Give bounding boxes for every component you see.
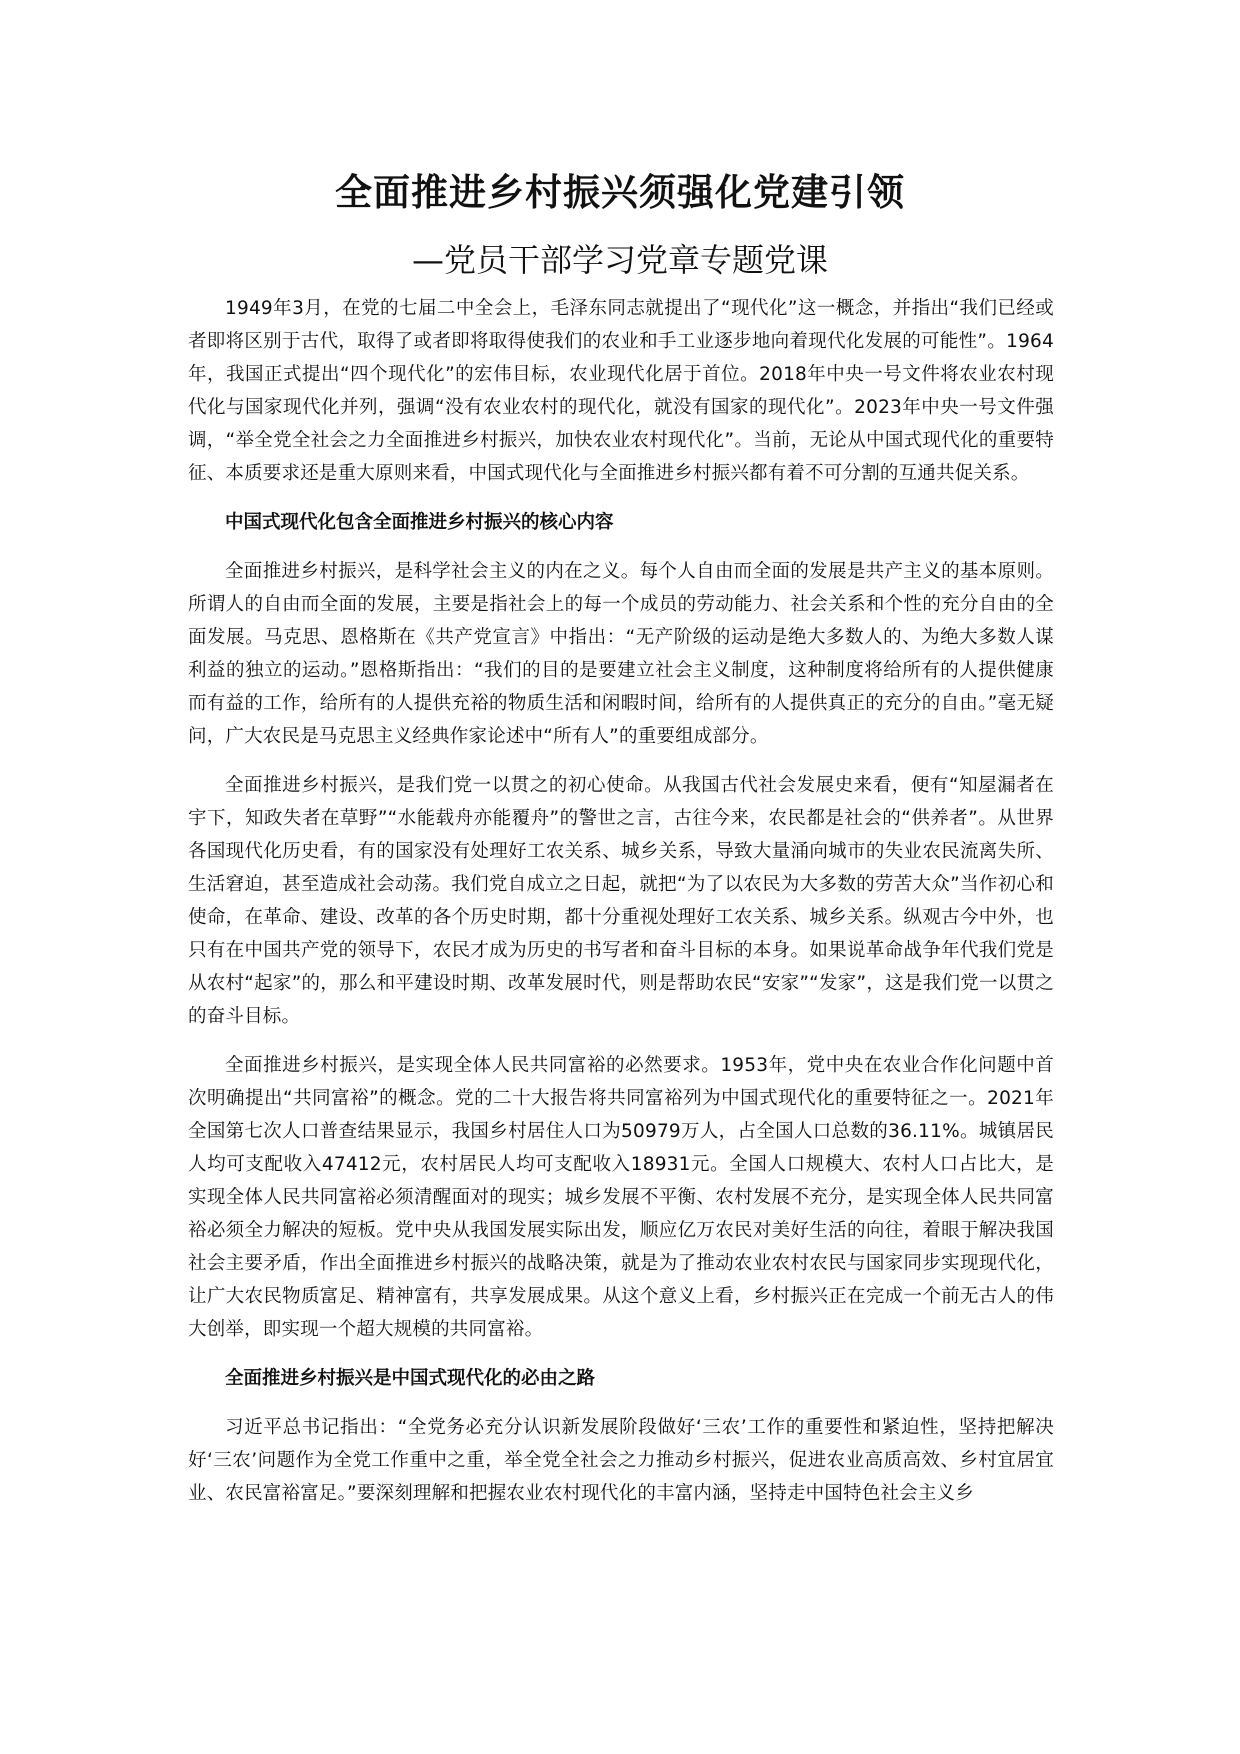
paragraph: 1949年3月，在党的七届二中全会上，毛泽东同志就提出了“现代化”这一概念，并指出“我们已经或者即将区别于古代，取得了或者即将取得使我们的农业和手工业逐步地向着现代化发展的可能性”。1964年，我国正式提出“四个现代化”的宏伟目标，农业现代化居于首位。2018年中央一号文件将农业农村现代化与国家现代化并列，强调“没有农业农村的现代化，就没有国家的现代化”。2023年中央一号文件强调，“举全党全社会之力全面推进乡村振兴，加快农业农村现代化”。当前，无论从中国式现代化的重要特征、本质要求还是重大原则来看，中国式现代化与全面推进乡村振兴都有着不可分割的互通共促关系。: [188, 298, 1054, 484]
paragraph: 全面推进乡村振兴，是我们党一以贯之的初心使命。从我国古代社会发展史来看，便有“知屋漏者在宇下，知政失者在草野”“水能载舟亦能覆舟”的警世之言，古往今来，农民都是社会的“供养者”。从世界各国现代化历史看，有的国家没有处理好工农关系、城乡关系，导致大量涌向城市的失业农民流离失所、生活窘迫，甚至造成社会动荡。我们党自成立之日起，就把“为了以农民为大多数的劳苦大众”当作初心和使命，在革命、建设、改革的各个历史时期，都十分重视处理好工农关系、城乡关系。纵观古今中外，也只有在中国共产党的领导下，农民才成为历史的书写者和奋斗目标的本身。如果说革命战争年代我们党是从农村“起家”的，那么和平建设时期、改革发展时代，则是帮助农民“安家”“发家”，这是我们党一以贯之的奋斗目标。: [188, 775, 1054, 1027]
section-heading: 中国式现代化包含全面推进乡村振兴的核心内容: [225, 512, 614, 533]
document-title: 全面推进乡村振兴须强化党建引领: [335, 171, 905, 214]
paragraph: 全面推进乡村振兴，是科学社会主义的内在之义。每个人自由而全面的发展是共产主义的基本原则。所谓人的自由而全面的发展，主要是指社会上的每一个成员的劳动能力、社会关系和个性的充分自由的全面发展。马克思、恩格斯在《共产党宣言》中指出：“无产阶级的运动是绝大多数人的、为绝大多数人谋利益的独立的运动。”恩格斯指出：“我们的目的是要建立社会主义制度，这种制度将给所有的人提供健康而有益的工作，给所有的人提供充裕的物质生活和闲暇时间，给所有的人提供真正的充分的自由。”毫无疑问，广大农民是马克思主义经典作家论述中“所有人”的重要组成部分。: [188, 561, 1054, 747]
paragraph: 习近平总书记指出：“全党务必充分认识新发展阶段做好‘三农’工作的重要性和紧迫性，坚持把解决好‘三农’问题作为全党工作重中之重，举全党全社会之力推动乡村振兴，促进农业高质高效、乡村宜居宜业、农民富裕富足。”要深刻理解和把握农业农村现代化的丰富内涵，坚持走中国特色社会主义乡: [188, 1417, 1054, 1504]
document-subtitle: —党员干部学习党章专题党课: [411, 241, 828, 279]
paragraph: 全面推进乡村振兴，是实现全体人民共同富裕的必然要求。1953年，党中央在农业合作化问题中首次明确提出“共同富裕”的概念。党的二十大报告将共同富裕列为中国式现代化的重要特征之一。2021年全国第七次人口普查结果显示，我国乡村居住人口为50979万人，占全国人口总数的36.11%。城镇居民人均可支配收入47412元，农村居民人均可支配收入18931元。全国人口规模大、农村人口占比大，是实现全体人民共同富裕必须清醒面对的现实；城乡发展不平衡、农村发展不充分，是实现全体人民共同富裕必须全力解决的短板。党中央从我国发展实际出发，顺应亿万农民对美好生活的向往，着眼于解决我国社会主要矛盾，作出全面推进乡村振兴的战略决策，就是为了推动农业农村农民与国家同步实现现代化，让广大农民物质富足、精神富有，共享发展成果。从这个意义上看，乡村振兴正在完成一个前无古人的伟大创举，即实现一个超大规模的共同富裕。: [188, 1055, 1054, 1340]
section-heading: 全面推进乡村振兴是中国式现代化的必由之路: [225, 1368, 596, 1389]
document-body: [188, 292, 1054, 1526]
